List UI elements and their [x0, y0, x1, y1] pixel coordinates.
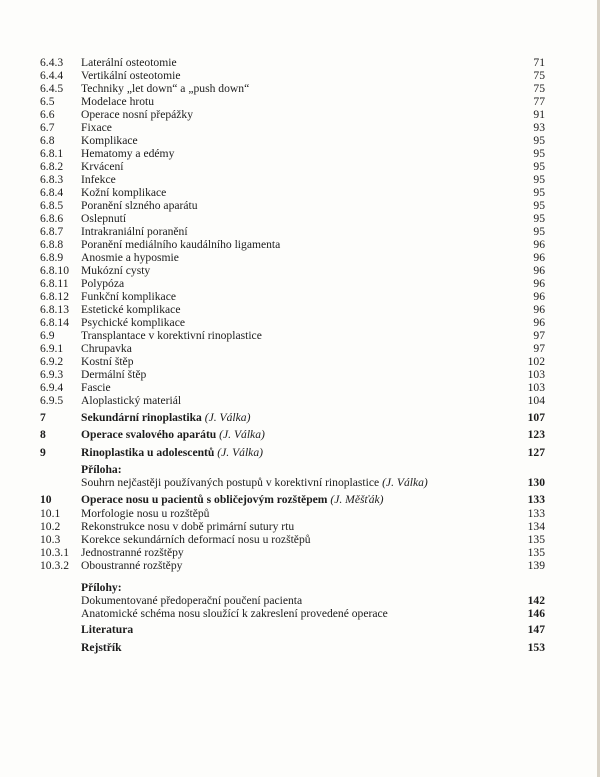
- section-title: Krvácení: [81, 160, 124, 173]
- toc-entry: [40, 225, 545, 238]
- section-number: 6.8.4: [40, 186, 64, 199]
- section-number: 6.8.12: [40, 290, 69, 303]
- chapter-title-line: [81, 446, 263, 459]
- appendices-heading-label: Přílohy:: [81, 580, 122, 594]
- section-number: 6.8.13: [40, 303, 69, 316]
- section-title: Transplantace v korektivní rinoplastice: [81, 329, 262, 342]
- section-number: 10.3.1: [40, 545, 69, 559]
- section-title: Hematomy a edémy: [81, 147, 175, 160]
- page-number: 75: [533, 82, 545, 95]
- section-title: Anosmie a hyposmie: [81, 251, 179, 264]
- chapter-title-line: [81, 493, 384, 506]
- toc-entry: [40, 290, 545, 303]
- section-number: 6.8.11: [40, 277, 69, 290]
- page-number: 96: [533, 251, 545, 264]
- appendix-entry: [40, 594, 545, 607]
- toc-entry: [40, 316, 545, 329]
- appendix-title: Souhrn nejčastěji používaných postupů v korektivní rinoplastice: [81, 476, 380, 489]
- appendices-heading: [40, 581, 545, 594]
- page-number: 93: [533, 121, 545, 134]
- section-number: 6.4.3: [40, 56, 64, 69]
- chapter-author: (J. Válka): [219, 428, 265, 441]
- chapter-number: 9: [40, 445, 46, 459]
- section-title: Fixace: [81, 121, 112, 134]
- page-number: 95: [533, 160, 545, 173]
- section-title: Oboustranné rozštěpy: [81, 558, 183, 572]
- section-title: Funkční komplikace: [81, 290, 176, 303]
- section-title: Komplikace: [81, 134, 138, 147]
- toc-entry: [40, 394, 545, 407]
- section-number: 6.8.5: [40, 199, 64, 212]
- section-number: 6.6: [40, 108, 55, 121]
- page-number: 95: [533, 173, 545, 186]
- page-number: 96: [533, 303, 545, 316]
- toc-entry: [40, 212, 545, 225]
- section-title: Korekce sekundárních deformací nosu u rozštěpů: [81, 532, 311, 546]
- section-number: 6.5: [40, 95, 55, 108]
- section-number: 6.8.1: [40, 147, 64, 160]
- section-number: 6.8.7: [40, 225, 64, 238]
- appendix-entry: [40, 476, 545, 489]
- section-title: Vertikální osteotomie: [81, 69, 181, 82]
- page-number: 91: [533, 108, 545, 121]
- page-number: 95: [533, 225, 545, 238]
- toc-entry: [40, 82, 545, 95]
- page-number: 133: [527, 506, 545, 520]
- toc-entry: [40, 108, 545, 121]
- page-number: 95: [533, 212, 545, 225]
- page-number: 133: [527, 492, 545, 506]
- chapter-title-line: [81, 411, 250, 424]
- back-matter-title: Rejstřík: [81, 640, 122, 654]
- section-title: Estetické komplikace: [81, 303, 181, 316]
- page-number: 96: [533, 316, 545, 329]
- section-number: 6.8.2: [40, 160, 64, 173]
- page-number: 134: [527, 519, 545, 533]
- toc-entry: [40, 173, 545, 186]
- chapter-author: (J. Válka): [204, 410, 251, 424]
- toc-entry: [40, 186, 545, 199]
- toc-entry: [40, 56, 545, 69]
- page-number: 75: [533, 69, 545, 82]
- page-number: 103: [527, 368, 545, 381]
- page-number: 95: [533, 147, 545, 160]
- section-number: 6.8.6: [40, 212, 64, 225]
- toc-entry: [40, 546, 545, 559]
- toc-entry: [40, 121, 545, 134]
- page-number: 142: [527, 593, 545, 607]
- toc-entry: [40, 533, 545, 546]
- bibliography-entry: [40, 623, 545, 637]
- toc-entry: [40, 69, 545, 82]
- appendix-entry: [40, 607, 545, 620]
- toc-entry: [40, 368, 545, 381]
- section-title: Polypóza: [81, 277, 125, 290]
- toc-entry: [40, 507, 545, 520]
- toc-entry: [40, 238, 545, 251]
- section-number: 6.9.1: [40, 342, 64, 355]
- appendix-heading-label: Příloha:: [81, 463, 122, 476]
- page-number: 96: [533, 277, 545, 290]
- chapter-author: (J. Válka): [217, 445, 263, 459]
- section-title: Infekce: [81, 173, 116, 186]
- section-number: 6.8: [40, 134, 55, 147]
- section-title: Intrakraniální poranění: [81, 225, 188, 238]
- section-number: 6.4.5: [40, 82, 64, 95]
- section-title: Modelace hrotu: [81, 95, 155, 108]
- table-of-contents: [40, 56, 545, 655]
- chapter-title: Sekundární rinoplastika: [81, 410, 202, 424]
- section-title: Techniky „let down“ a „push down“: [81, 82, 250, 95]
- page-number: 139: [527, 558, 545, 572]
- section-number: 6.9.3: [40, 368, 64, 381]
- page-number: 153: [527, 640, 545, 654]
- toc-entry: [40, 355, 545, 368]
- section-number: 10.2: [40, 519, 61, 533]
- chapter-number: 7: [40, 410, 46, 424]
- section-title: Aloplastický materiál: [81, 394, 182, 407]
- page-number: 77: [533, 95, 545, 108]
- page-number: 97: [533, 329, 545, 342]
- toc-entry: [40, 199, 545, 212]
- section-number: 6.8.10: [40, 264, 69, 277]
- section-number: 6.9.2: [40, 355, 64, 368]
- toc-entry: [40, 559, 545, 572]
- section-title: Jednostranné rozštěpy: [81, 545, 184, 559]
- page-number: 95: [533, 134, 545, 147]
- chapter-author: (J. Měšťák): [330, 492, 384, 506]
- section-title: Laterální osteotomie: [81, 56, 177, 69]
- toc-entry: [40, 95, 545, 108]
- appendix-title: Dokumentované předoperační poučení pacienta: [81, 593, 303, 607]
- section-number: 6.8.14: [40, 316, 69, 329]
- section-number: 6.7: [40, 121, 55, 134]
- section-title: Kostní štěp: [81, 355, 134, 368]
- toc-entry: [40, 277, 545, 290]
- page-number: 95: [533, 186, 545, 199]
- section-title: Morfologie nosu u rozštěpů: [81, 506, 210, 520]
- section-title: Rekonstrukce nosu v době primární sutury rtu: [81, 519, 295, 533]
- section-number: 6.8.8: [40, 238, 64, 251]
- section-title: Psychické komplikace: [81, 316, 185, 329]
- section-title: Poranění mediálního kaudálního ligamenta: [81, 238, 281, 251]
- section-number: 10.3.2: [40, 558, 69, 572]
- section-number: 10.3: [40, 532, 61, 546]
- section-title: Fascie: [81, 381, 111, 394]
- section-title: Poranění slzného aparátu: [81, 199, 198, 212]
- section-title: Dermální štěp: [81, 368, 147, 381]
- toc-entry: [40, 329, 545, 342]
- chapter-number: 10: [40, 492, 52, 506]
- toc-entry: [40, 303, 545, 316]
- toc-entry: [40, 381, 545, 394]
- appendix-title-line: [81, 476, 428, 489]
- section-number: 6.4.4: [40, 69, 64, 82]
- page-number: 104: [527, 394, 545, 407]
- chapter-10: [40, 493, 545, 507]
- toc-entry: [40, 342, 545, 355]
- page-number: 147: [527, 623, 545, 636]
- section-number: 6.8.9: [40, 251, 64, 264]
- chapter-8: [40, 428, 545, 442]
- section-number: 6.9.5: [40, 394, 64, 407]
- toc-entry: [40, 134, 545, 147]
- appendix-heading: [40, 463, 545, 476]
- page-number: 130: [527, 476, 545, 489]
- page-number: 95: [533, 199, 545, 212]
- page-number: 127: [527, 445, 545, 459]
- section-number: 6.9: [40, 329, 55, 342]
- toc-entry: [40, 147, 545, 160]
- chapter-7: [40, 411, 545, 425]
- page-number: 107: [527, 410, 545, 424]
- appendix-title: Anatomické schéma nosu sloužící k zakreslení provedené operace: [81, 606, 388, 620]
- page-number: 97: [533, 342, 545, 355]
- section-title: Oslepnutí: [81, 212, 127, 225]
- toc-entry: [40, 251, 545, 264]
- page-number: 96: [533, 290, 545, 303]
- page-number: 135: [527, 545, 545, 559]
- chapter-number: 8: [40, 428, 46, 441]
- page-number: 96: [533, 264, 545, 277]
- chapter-9: [40, 446, 545, 460]
- toc-entry: [40, 264, 545, 277]
- toc-entry: [40, 520, 545, 533]
- index-entry: [40, 641, 545, 655]
- page-number: 123: [527, 428, 545, 441]
- section-number: 10.1: [40, 506, 61, 520]
- chapter-title: Operace svalového aparátu: [81, 428, 217, 441]
- page-number: 102: [527, 355, 545, 368]
- page-number: 71: [533, 56, 545, 69]
- chapter-title: Operace nosu u pacientů s obličejovým rozštěpem: [81, 492, 328, 506]
- toc-entry: [40, 160, 545, 173]
- back-matter-title: Literatura: [81, 623, 134, 636]
- section-title: Mukózní cysty: [81, 264, 151, 277]
- section-title: Kožní komplikace: [81, 186, 167, 199]
- chapter-title: Rinoplastika u adolescentů: [81, 445, 215, 459]
- page-number: 96: [533, 238, 545, 251]
- section-number: 6.9.4: [40, 381, 64, 394]
- page-number: 146: [527, 606, 545, 620]
- section-number: 6.8.3: [40, 173, 64, 186]
- appendix-author: (J. Válka): [382, 476, 428, 489]
- page-number: 103: [527, 381, 545, 394]
- page-number: 135: [527, 532, 545, 546]
- chapter-title-line: [81, 428, 265, 441]
- section-title: Chrupavka: [81, 342, 132, 355]
- section-title: Operace nosní přepážky: [81, 108, 194, 121]
